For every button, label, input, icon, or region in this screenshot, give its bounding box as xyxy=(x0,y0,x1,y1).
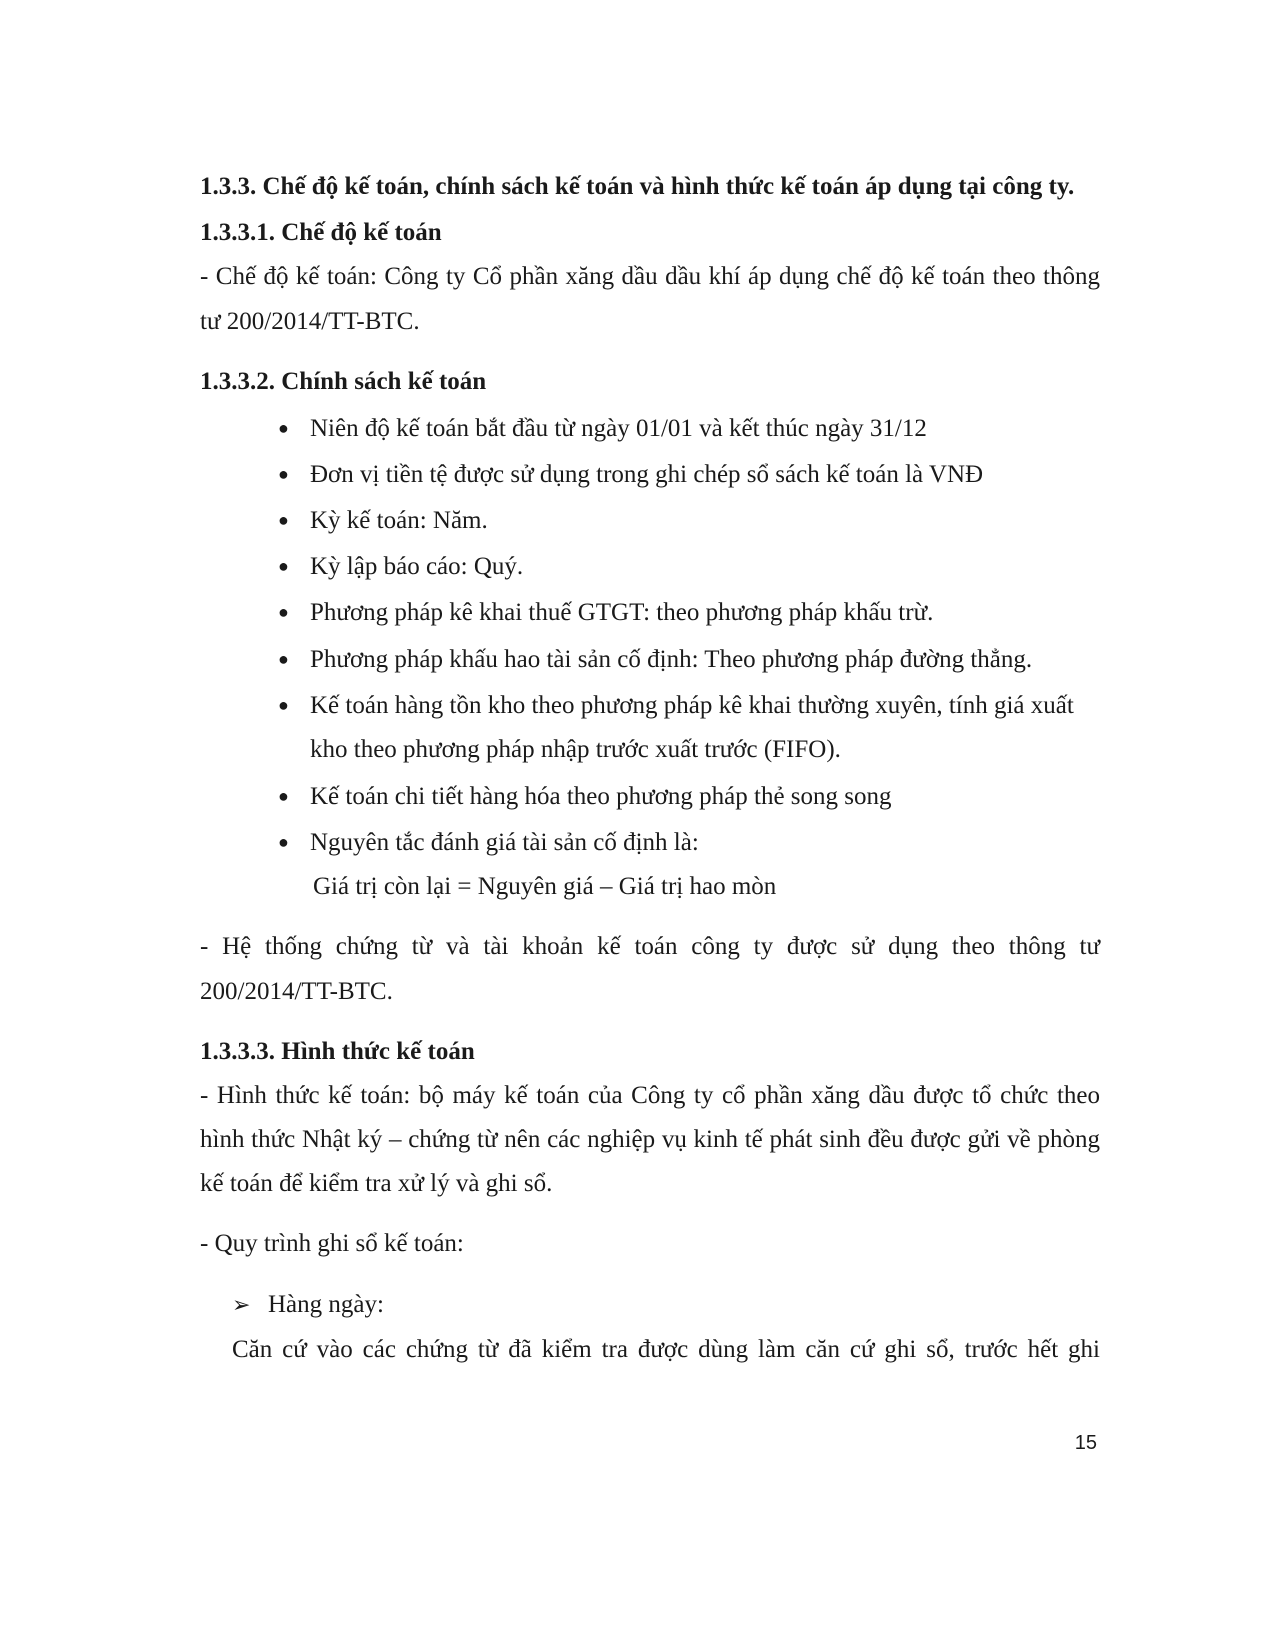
policy-list-item: ● Đơn vị tiền tệ được sử dụng trong ghi chép sổ sách kế toán là VNĐ xyxy=(278,461,984,488)
paragraph-quy-trinh: - Quy trình ghi sổ kế toán: xyxy=(200,1230,464,1257)
policy-list-item: ● Kế toán hàng tồn kho theo phương pháp kê khai thường xuyên, tính giá xuất xyxy=(278,692,1074,719)
policy-list-item: ● Kế toán chi tiết hàng hóa theo phương pháp thẻ song song xyxy=(278,783,892,810)
section-heading-1-3-3: 1.3.3. Chế độ kế toán, chính sách kế toán và hình thức kế toán áp dụng tại công ty. xyxy=(200,173,1075,200)
policy-list-item: ● Nguyên tắc đánh giá tài sản cố định là: xyxy=(278,829,699,856)
hang-ngay-label: Hàng ngày: xyxy=(268,1291,384,1318)
paragraph-hinh-thuc-line-3: kế toán để kiểm tra xử lý và ghi sổ. xyxy=(200,1170,553,1197)
bullet-icon: ● xyxy=(278,556,289,576)
bullet-icon: ● xyxy=(278,464,289,484)
bullet-icon: ● xyxy=(278,649,289,669)
bullet-icon: ● xyxy=(278,510,289,530)
policy-list-item: ● Phương pháp kê khai thuế GTGT: theo phương pháp khấu trừ. xyxy=(278,599,934,626)
section-heading-1-3-3-1: 1.3.3.1. Chế độ kế toán xyxy=(200,219,442,246)
paragraph-he-thong-line-2: 200/2014/TT-BTC. xyxy=(200,978,393,1005)
policy-list-item-continuation: kho theo phương pháp nhập trước xuất trước (FIFO). xyxy=(310,736,841,763)
paragraph-can-cu: Căn cứ vào các chứng từ đã kiểm tra được dùng làm căn cứ ghi sổ, trước hết ghi xyxy=(232,1336,1100,1363)
formula-line: Giá trị còn lại = Nguyên giá – Giá trị hao mòn xyxy=(313,873,777,900)
bullet-icon: ● xyxy=(278,418,289,438)
page-number: 15 xyxy=(1074,1432,1097,1454)
paragraph-che-do-line-1: - Chế độ kế toán: Công ty Cổ phần xăng dầu dầu khí áp dụng chế độ kế toán theo thông xyxy=(200,263,1100,290)
policy-list-item: ● Kỳ kế toán: Năm. xyxy=(278,507,488,534)
paragraph-che-do-line-2: tư 200/2014/TT-BTC. xyxy=(200,308,420,335)
section-heading-1-3-3-2: 1.3.3.2. Chính sách kế toán xyxy=(200,368,487,395)
bullet-icon: ● xyxy=(278,602,289,622)
policy-list-item: ● Phương pháp khấu hao tài sản cố định: Theo phương pháp đường thẳng. xyxy=(278,646,1033,673)
paragraph-he-thong-line-1: - Hệ thống chứng từ và tài khoản kế toán công ty được sử dụng theo thông tư xyxy=(200,933,1100,960)
arrow-bullet-icon: ➢ xyxy=(232,1292,251,1317)
bullet-icon: ● xyxy=(278,786,289,806)
bullet-icon: ● xyxy=(278,695,289,715)
bullet-icon: ● xyxy=(278,832,289,852)
policy-list-item: ● Kỳ lập báo cáo: Quý. xyxy=(278,553,524,580)
hang-ngay-item xyxy=(232,1290,384,1320)
policy-list-item: ● Niên độ kế toán bắt đầu từ ngày 01/01 và kết thúc ngày 31/12 xyxy=(278,415,927,442)
section-heading-1-3-3-3: 1.3.3.3. Hình thức kế toán xyxy=(200,1038,475,1065)
paragraph-hinh-thuc-line-1: - Hình thức kế toán: bộ máy kế toán của Công ty cổ phần xăng dầu được tổ chức theo xyxy=(200,1082,1100,1109)
paragraph-hinh-thuc-line-2: hình thức Nhật ký – chứng từ nên các nghiệp vụ kinh tế phát sinh đều được gửi về phòng xyxy=(200,1126,1100,1153)
